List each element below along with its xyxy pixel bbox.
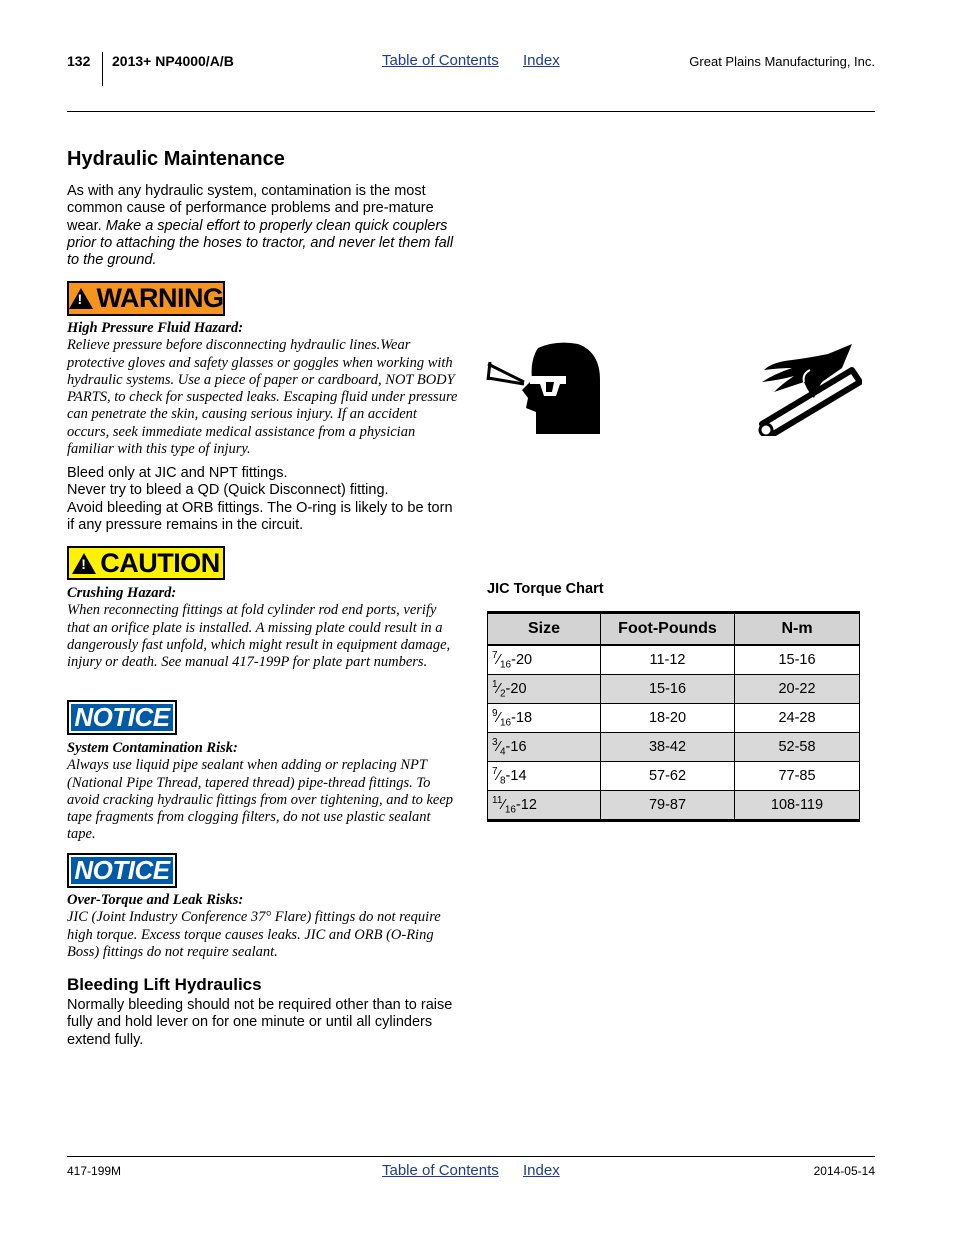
cell-n-m: 24-28 xyxy=(735,704,860,733)
jic-chart-title: JIC Torque Chart xyxy=(487,581,604,597)
notice-block-2 xyxy=(67,892,462,961)
bleed-line-2: Never try to bleed a QD (Quick Disconnect) fitting. xyxy=(67,482,389,499)
bleeding-section-title: Bleeding Lift Hydraulics xyxy=(67,975,262,994)
cell-size: $^7⁄_{16}-20$ xyxy=(488,645,601,675)
notice-1-heading: System Contamination Risk: xyxy=(67,740,238,756)
size-denominator: 2 xyxy=(499,688,506,700)
cell-foot-pounds: 18-20 xyxy=(601,704,735,733)
size-numerator: 11 xyxy=(492,794,503,806)
notice-badge-2: NOTICE xyxy=(67,853,177,888)
table-row xyxy=(488,762,860,791)
cell-n-m: 20-22 xyxy=(735,675,860,704)
size-thread: -20 xyxy=(511,651,533,668)
cell-size: $^1⁄_2-20$ xyxy=(488,675,601,704)
size-numerator: 9 xyxy=(492,707,498,719)
index-link[interactable]: Index xyxy=(523,52,560,69)
size-denominator: 16 xyxy=(499,717,512,729)
table-row xyxy=(488,675,860,704)
toc-link[interactable]: Table of Contents xyxy=(382,52,499,69)
table-row xyxy=(488,733,860,762)
hand-hydraulic-leak-icon xyxy=(752,340,862,436)
notice-2-text: JIC (Joint Industry Conference 37° Flare) fittings do not require high torque. Excess torque causes leaks. JIC and ORB (O-Ring Boss) fittings do not require sealant. xyxy=(67,909,441,960)
footer-index-link[interactable]: Index xyxy=(523,1162,560,1179)
bleed-line-3: Avoid bleeding at ORB fittings. The O-ring is likely to be torn if any pressure remains in the circuit. xyxy=(67,499,453,533)
size-thread: -12 xyxy=(515,796,537,813)
header-divider xyxy=(102,52,103,86)
warning-label: WARNING xyxy=(96,283,224,313)
size-numerator: 7 xyxy=(492,765,498,777)
intro-italic-text: Make a special effort to properly clean quick couplers prior to attaching the hoses to tractor, and never let them fall to the ground. xyxy=(67,217,454,269)
size-numerator: 1 xyxy=(492,678,498,690)
column-header-size: Size xyxy=(488,613,601,646)
cell-size: $^9⁄_{16}-18$ xyxy=(488,704,601,733)
cell-n-m: 52-58 xyxy=(735,733,860,762)
model-name: 2013+ NP4000/A/B xyxy=(112,53,234,69)
column-header-n-m: N-m xyxy=(735,613,860,646)
page-number: 132 xyxy=(67,53,91,69)
size-numerator: 7 xyxy=(492,649,498,661)
caution-heading: Crushing Hazard: xyxy=(67,585,177,601)
bleed-line-1: Bleed only at JIC and NPT fittings. xyxy=(67,465,288,481)
page-title: Hydraulic Maintenance xyxy=(67,148,285,170)
intro-paragraph xyxy=(67,183,462,269)
size-thread: -20 xyxy=(505,680,527,697)
cell-size: $^7⁄_8-14$ xyxy=(488,762,601,791)
size-numerator: 3 xyxy=(492,736,498,748)
warning-heading: High Pressure Fluid Hazard: xyxy=(67,320,244,336)
cell-foot-pounds: 79-87 xyxy=(601,791,735,821)
size-thread: -18 xyxy=(511,709,533,726)
header-rule xyxy=(67,111,875,112)
cell-foot-pounds: 57-62 xyxy=(601,762,735,791)
cell-size: $^3⁄_4-16$ xyxy=(488,733,601,762)
footer-rule xyxy=(67,1156,875,1157)
size-thread: -14 xyxy=(505,767,527,784)
footer-date: 2014-05-14 xyxy=(813,1164,875,1178)
cell-foot-pounds: 15-16 xyxy=(601,675,735,704)
notice-block-1 xyxy=(67,740,462,844)
doc-number: 417-199M xyxy=(67,1164,122,1178)
caution-badge xyxy=(67,546,225,580)
cell-size: $^{11}⁄_{16}-12$ xyxy=(488,791,601,821)
size-denominator: 4 xyxy=(499,746,506,758)
table-row xyxy=(488,645,860,675)
table-row xyxy=(488,791,860,821)
warning-block xyxy=(67,320,462,458)
notice-badge-1: NOTICE xyxy=(67,700,177,735)
warning-triangle-icon xyxy=(69,288,93,309)
intro-text: As with any hydraulic system, contamination is the most common cause of performance problems and pre-mature wear. xyxy=(67,183,434,234)
bleeding-section-text: Normally bleeding should not be required other than to raise fully and hold lever on for one minute or until all cylinders extend fully. xyxy=(67,997,453,1048)
notice-1-text: Always use liquid pipe sealant when adding or replacing NPT (National Pipe Thread, tapered thread) pipe-thread fittings. To avoid cracking hydraulic fittings from over tightening, and to keep tape fragments from clogging filters, do not use plastic sealant tape. xyxy=(67,757,454,843)
cell-foot-pounds: 38-42 xyxy=(601,733,735,762)
table-row xyxy=(488,704,860,733)
warning-text: Relieve pressure before disconnecting hydraulic lines.Wear protective gloves and safety glasses or goggles when working with hydraulic systems. Use a piece of paper or cardboard, NOT BODY PARTS, to check for suspected leaks. Escaping fluid under pressure can penetrate the skin, causing serious injury. If an accident occurs, seek immediate medical assistance from a physician familiar with this type of injury. xyxy=(67,337,458,458)
cell-n-m: 15-16 xyxy=(735,645,860,675)
size-denominator: 16 xyxy=(499,659,512,671)
size-denominator: 16 xyxy=(504,804,516,816)
cell-foot-pounds: 11-12 xyxy=(601,645,735,675)
caution-triangle-icon xyxy=(72,553,96,574)
cell-n-m: 77-85 xyxy=(735,762,860,791)
notice-2-heading: Over-Torque and Leak Risks: xyxy=(67,892,244,908)
footer-toc-link[interactable]: Table of Contents xyxy=(382,1162,499,1179)
warning-badge xyxy=(67,281,225,316)
size-denominator: 8 xyxy=(499,775,506,787)
size-thread: -16 xyxy=(505,738,527,755)
cell-n-m: 108-119 xyxy=(735,791,860,821)
safety-glasses-icon xyxy=(486,340,606,436)
bleeding-section xyxy=(67,975,462,1049)
column-header-foot-pounds: Foot-Pounds xyxy=(601,613,735,646)
table-header-row xyxy=(488,613,860,646)
caution-block xyxy=(67,585,462,671)
caution-text: When reconnecting fittings at fold cylinder rod end ports, verify that an orifice plate is installed. A missing plate could result in a dangerously fast unfold, which might result in equipment damage, injury or death. See manual 417-199P for plate part numbers. xyxy=(67,602,451,671)
bleed-paragraph xyxy=(67,465,462,534)
company-name: Great Plains Manufacturing, Inc. xyxy=(689,54,875,69)
caution-label: CAUTION xyxy=(100,547,220,578)
jic-torque-table xyxy=(487,611,860,822)
